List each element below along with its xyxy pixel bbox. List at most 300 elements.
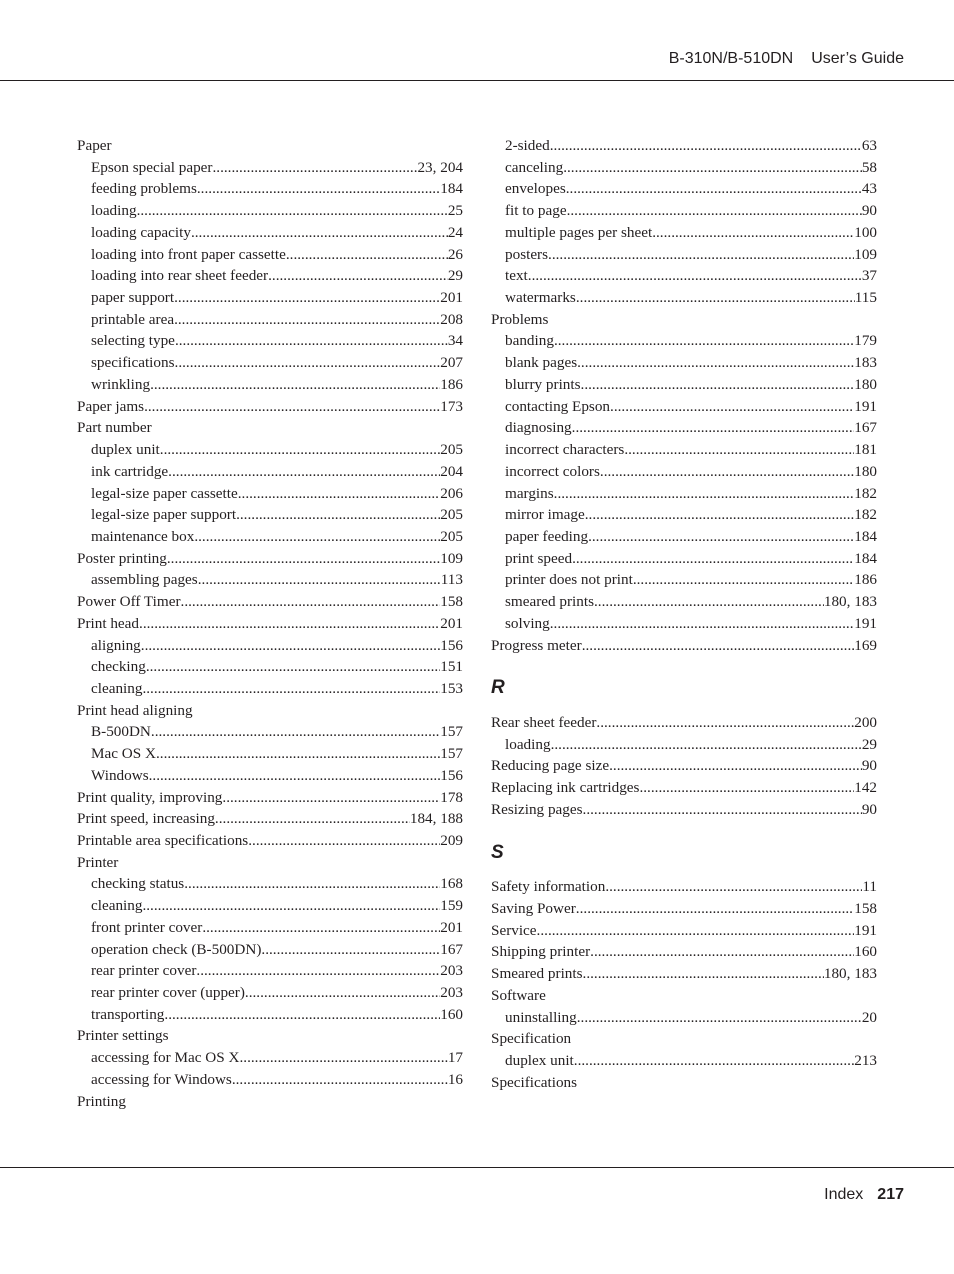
index-term: paper support (91, 289, 175, 307)
index-term: Part number (77, 419, 152, 437)
dot-leader (639, 777, 854, 799)
index-subentry (491, 135, 877, 157)
index-term: legal-size paper support (91, 506, 237, 524)
dot-leader (146, 656, 440, 678)
index-subentry (77, 526, 463, 548)
dot-leader (286, 244, 448, 266)
dot-leader (174, 287, 440, 309)
dot-leader (144, 396, 440, 418)
index-term: Saving Power (491, 900, 576, 917)
page-reference: 203 (440, 962, 463, 980)
dot-leader (576, 287, 855, 309)
index-subentry (77, 309, 463, 331)
index-term: printable area (91, 310, 175, 328)
dot-leader (566, 178, 862, 200)
index-term: loading into front paper cassette (91, 245, 286, 263)
header-rule (0, 80, 954, 81)
dot-leader (551, 734, 862, 756)
index-term: Paper jams (77, 397, 145, 415)
dot-leader (239, 1047, 447, 1069)
index-term: Print speed, increasing (77, 810, 215, 828)
dot-leader (151, 721, 440, 743)
dot-leader (652, 222, 854, 244)
index-term: Shipping printer (491, 943, 591, 961)
index-term: Problems (491, 310, 549, 328)
index-subentry (491, 157, 877, 179)
page-reference: 109 (854, 245, 877, 263)
index-subentry (77, 287, 463, 309)
index-term: Resizing pages (491, 800, 583, 818)
page-reference: 23, 204 (417, 158, 463, 176)
dot-leader (198, 569, 441, 591)
index-term: Print head (77, 614, 140, 632)
index-entry (77, 591, 463, 613)
dot-leader (137, 200, 448, 222)
index-subentry (77, 917, 463, 939)
index-entry (491, 799, 877, 821)
index-term: diagnosing (505, 419, 572, 437)
page-reference: 90 (861, 800, 877, 818)
index-term: Specifications (491, 1073, 578, 1091)
page-reference: 90 (861, 202, 877, 220)
index-subentry (77, 721, 463, 743)
index-term: Printer settings (77, 1027, 169, 1045)
index-subentry (77, 483, 463, 505)
index-term: Mac OS X (91, 745, 156, 763)
page-reference: 191 (854, 614, 877, 632)
page-reference: 158 (854, 900, 877, 917)
index-term: rear printer cover (upper) (91, 984, 245, 1002)
dot-leader (574, 1050, 854, 1072)
index-subentry (491, 461, 877, 483)
dot-leader (576, 898, 854, 920)
index-term: Poster printing (77, 549, 167, 567)
index-entry (491, 920, 877, 942)
dot-leader (142, 678, 440, 700)
index-subentry (77, 330, 463, 352)
page-reference: 180, 183 (823, 593, 877, 611)
index-subentry (491, 1007, 877, 1029)
index-entry (491, 898, 877, 920)
index-list-s (491, 876, 877, 1093)
index-entry (77, 1025, 463, 1047)
index-term: cleaning (91, 679, 143, 697)
index-term: Reducing page size (491, 757, 610, 775)
dot-leader (150, 374, 440, 396)
index-term: uninstalling (505, 1008, 577, 1026)
index-term: 2-sided (505, 137, 550, 154)
dot-leader (554, 483, 855, 505)
index-subentry (77, 678, 463, 700)
index-term: incorrect colors (505, 462, 600, 480)
index-subentry (77, 1047, 463, 1069)
page-reference: 156 (440, 766, 463, 784)
index-term: contacting Epson (505, 397, 611, 415)
dot-leader (588, 526, 854, 548)
index-term: Specification (491, 1030, 572, 1048)
index-term: envelopes (505, 180, 566, 198)
index-entry (491, 777, 877, 799)
page-reference: 184, 188 (409, 810, 463, 828)
page-reference: 168 (440, 875, 463, 893)
index-entry (77, 787, 463, 809)
index-term: Print head aligning (77, 701, 193, 719)
index-subentry (491, 483, 877, 505)
dot-leader (215, 808, 410, 830)
page-reference: 183 (854, 354, 877, 372)
index-term: Smeared prints (491, 965, 583, 983)
page-reference: 34 (447, 332, 463, 350)
index-term: Paper (77, 137, 112, 154)
index-term: operation check (B-500DN) (91, 940, 262, 958)
index-entry (491, 963, 877, 985)
index-entry (491, 712, 877, 734)
page-reference: 113 (440, 571, 463, 589)
page-reference: 100 (854, 223, 877, 241)
dot-leader (550, 613, 854, 635)
page-reference: 184 (854, 527, 877, 545)
dot-leader (581, 374, 855, 396)
page-reference: 25 (447, 202, 463, 220)
page-reference: 156 (440, 636, 463, 654)
dot-leader (600, 461, 854, 483)
page-reference: 142 (854, 779, 877, 797)
page-reference: 180, 183 (823, 965, 877, 983)
page-reference: 63 (861, 137, 877, 154)
dot-leader (175, 352, 441, 374)
index-term: specifications (91, 354, 175, 372)
index-subentry (491, 244, 877, 266)
dot-leader (605, 876, 862, 898)
index-entry (77, 135, 463, 157)
index-entry (77, 548, 463, 570)
index-term: maintenance box (91, 527, 195, 545)
index-term: banding (505, 332, 554, 350)
dot-leader (156, 743, 440, 765)
page-reference: 153 (440, 679, 463, 697)
index-subentry (77, 200, 463, 222)
index-term: aligning (91, 636, 141, 654)
index-term: blank pages (505, 354, 578, 372)
dot-leader (194, 526, 440, 548)
index-entry (77, 396, 463, 418)
index-term: B-500DN (91, 723, 151, 741)
page-reference: 29 (447, 267, 463, 285)
index-term: loading (91, 202, 137, 220)
page-reference: 17 (447, 1049, 463, 1067)
index-subentry (491, 265, 877, 287)
index-term: checking (91, 658, 146, 676)
page-reference: 181 (854, 441, 877, 459)
index-entry (491, 1072, 877, 1094)
index-term: Rear sheet feeder (491, 713, 597, 731)
index-entry (77, 808, 463, 830)
index-subentry (491, 396, 877, 418)
dot-leader (167, 548, 440, 570)
index-subentry (77, 265, 463, 287)
index-subentry (77, 157, 463, 179)
page-reference: 205 (440, 441, 463, 459)
dot-leader (142, 895, 440, 917)
page-reference: 179 (854, 332, 877, 350)
index-subentry (77, 569, 463, 591)
index-term: watermarks (505, 289, 576, 307)
index-subentry (491, 734, 877, 756)
dot-leader (245, 982, 440, 1004)
index-list-p-continued (491, 135, 877, 656)
index-term: rear printer cover (91, 962, 197, 980)
index-term: solving (505, 614, 550, 632)
page-reference: 157 (440, 745, 463, 763)
index-term: duplex unit (91, 441, 160, 459)
index-term: Replacing ink cartridges (491, 779, 640, 797)
index-column-right (491, 135, 877, 1093)
index-subentry (491, 200, 877, 222)
index-subentry (77, 656, 463, 678)
index-term: multiple pages per sheet (505, 223, 653, 241)
index-term: smeared prints (505, 593, 594, 611)
dot-leader (261, 939, 440, 961)
page-header (669, 50, 904, 68)
index-term: Safety information (491, 878, 606, 896)
index-term: Printer (77, 853, 119, 871)
index-subentry (491, 374, 877, 396)
index-term: printer does not print (505, 571, 633, 589)
index-term: checking status (91, 875, 185, 893)
index-subentry (77, 244, 463, 266)
dot-leader (191, 222, 448, 244)
page-reference: 29 (861, 735, 877, 753)
dot-leader (577, 352, 854, 374)
dot-leader (160, 439, 440, 461)
page-reference: 167 (440, 940, 463, 958)
index-subentry (491, 504, 877, 526)
index-term: Epson special paper (91, 158, 213, 176)
index-term: posters (505, 245, 549, 263)
dot-leader (537, 920, 855, 942)
dot-leader (567, 200, 862, 222)
dot-leader (548, 244, 854, 266)
page-number: 217 (877, 1186, 904, 1203)
page-reference: 182 (854, 484, 877, 502)
dot-leader (268, 265, 448, 287)
index-subentry (77, 1004, 463, 1026)
index-subentry (491, 1050, 877, 1072)
index-term: Printable area specifications (77, 832, 249, 849)
index-subentry (77, 635, 463, 657)
dot-leader (139, 613, 440, 635)
dot-leader (184, 873, 440, 895)
dot-leader (232, 1069, 448, 1091)
dot-leader (583, 963, 824, 985)
index-subentry (77, 939, 463, 961)
page-reference: 208 (440, 310, 463, 328)
page-reference: 184 (440, 180, 463, 198)
index-list-r (491, 712, 877, 821)
index-subentry (77, 895, 463, 917)
index-term: accessing for Mac OS X (91, 1049, 240, 1067)
index-entry (77, 830, 463, 852)
index-term: paper feeding (505, 527, 589, 545)
page-reference: 159 (440, 897, 463, 915)
index-subentry (77, 1069, 463, 1091)
page-reference: 160 (440, 1005, 463, 1023)
index-column-left (77, 135, 463, 1112)
index-subentry (77, 222, 463, 244)
index-term: feeding problems (91, 180, 197, 198)
page-reference: 178 (440, 788, 463, 806)
dot-leader (554, 330, 854, 352)
index-term: loading (505, 735, 551, 753)
page-reference: 160 (854, 943, 877, 961)
page-reference: 213 (854, 1052, 877, 1070)
index-term: assembling pages (91, 571, 198, 589)
page-reference: 204 (440, 462, 463, 480)
index-entry (77, 1091, 463, 1113)
index-subentry (491, 548, 877, 570)
index-entry (491, 755, 877, 777)
page-reference: 180 (854, 462, 877, 480)
index-term: print speed (505, 549, 573, 567)
index-subentry (491, 178, 877, 200)
dot-leader (596, 712, 854, 734)
index-term: Service (491, 921, 537, 939)
page-reference: 157 (440, 723, 463, 741)
page-reference: 201 (440, 918, 463, 936)
index-entry (77, 613, 463, 635)
index-subentry (491, 417, 877, 439)
dot-leader (609, 755, 862, 777)
page-reference: 16 (447, 1070, 463, 1088)
dot-leader (572, 548, 854, 570)
page-reference: 167 (854, 419, 877, 437)
dot-leader (594, 591, 824, 613)
index-term: margins (505, 484, 554, 502)
dot-leader (582, 635, 855, 657)
index-subentry (491, 569, 877, 591)
page-reference: 173 (440, 397, 463, 415)
index-term: incorrect characters (505, 441, 625, 459)
section-letter-r: R (491, 677, 505, 699)
dot-leader (633, 569, 854, 591)
dot-leader (175, 330, 448, 352)
index-term: Windows (91, 766, 149, 784)
index-term: cleaning (91, 897, 143, 915)
dot-leader (141, 635, 440, 657)
page-reference: 205 (440, 527, 463, 545)
index-subentry (77, 765, 463, 787)
dot-leader (181, 591, 441, 613)
index-subentry (77, 873, 463, 895)
page-reference: 109 (440, 549, 463, 567)
index-subentry (77, 743, 463, 765)
page-reference: 191 (854, 921, 877, 939)
page-reference: 203 (440, 984, 463, 1002)
page-reference: 201 (440, 289, 463, 307)
header-model: B-310N/B-510DN (668, 50, 794, 67)
dot-leader (577, 1007, 862, 1029)
dot-leader (149, 765, 441, 787)
index-term: ink cartridge (91, 462, 169, 480)
dot-leader (164, 1004, 440, 1026)
page-reference: 151 (440, 658, 463, 676)
index-term: Power Off Timer (77, 593, 181, 611)
page-reference: 169 (854, 636, 877, 654)
index-entry (491, 635, 877, 657)
index-term: accessing for Windows (91, 1070, 232, 1088)
page-reference: 158 (440, 593, 463, 611)
index-entry (491, 309, 877, 331)
index-term: blurry prints (505, 375, 581, 393)
dot-leader (572, 417, 855, 439)
index-subentry (77, 374, 463, 396)
page-reference: 24 (447, 223, 463, 241)
index-term: text (505, 267, 528, 285)
dot-leader (236, 504, 440, 526)
dot-leader (197, 178, 440, 200)
dot-leader (528, 265, 862, 287)
index-term: transporting (91, 1005, 165, 1023)
page-reference: 37 (861, 267, 877, 285)
dot-leader (590, 941, 854, 963)
page-reference: 191 (854, 397, 877, 415)
dot-leader (585, 504, 855, 526)
index-entry (77, 852, 463, 874)
page-reference: 205 (440, 506, 463, 524)
header-guide-title: User’s Guide (811, 50, 904, 67)
page-reference: 209 (440, 832, 463, 849)
page-reference: 182 (854, 506, 877, 524)
page-reference: 200 (854, 713, 877, 731)
page-reference: 180 (854, 375, 877, 393)
page-reference: 26 (447, 245, 463, 263)
page-reference: 115 (854, 289, 877, 307)
index-term: canceling (505, 158, 564, 176)
index-subentry (491, 591, 877, 613)
page-reference: 186 (440, 375, 463, 393)
dot-leader (248, 830, 440, 852)
index-term: front printer cover (91, 918, 203, 936)
index-term: Printing (77, 1092, 126, 1110)
index-subentry (491, 352, 877, 374)
index-entry (491, 876, 877, 898)
page-reference: 184 (854, 549, 877, 567)
index-subentry (77, 960, 463, 982)
page-reference: 186 (854, 571, 877, 589)
index-subentry (77, 461, 463, 483)
index-term: duplex unit (505, 1052, 574, 1070)
index-term: Progress meter (491, 636, 582, 654)
dot-leader (563, 157, 862, 179)
index-term: wrinkling (91, 375, 151, 393)
dot-leader (174, 309, 440, 331)
page-footer (824, 1186, 904, 1204)
index-subentry (77, 504, 463, 526)
index-term: legal-size paper cassette (91, 484, 238, 502)
dot-leader (238, 483, 440, 505)
dot-leader (196, 960, 440, 982)
index-subentry (491, 439, 877, 461)
index-entry (491, 941, 877, 963)
page-reference: 43 (861, 180, 877, 198)
page-reference: 90 (861, 757, 877, 775)
dot-leader (550, 135, 862, 157)
index-term: fit to page (505, 202, 567, 220)
index-subentry (77, 178, 463, 200)
index-subentry (491, 287, 877, 309)
dot-leader (583, 799, 862, 821)
dot-leader (212, 157, 417, 179)
